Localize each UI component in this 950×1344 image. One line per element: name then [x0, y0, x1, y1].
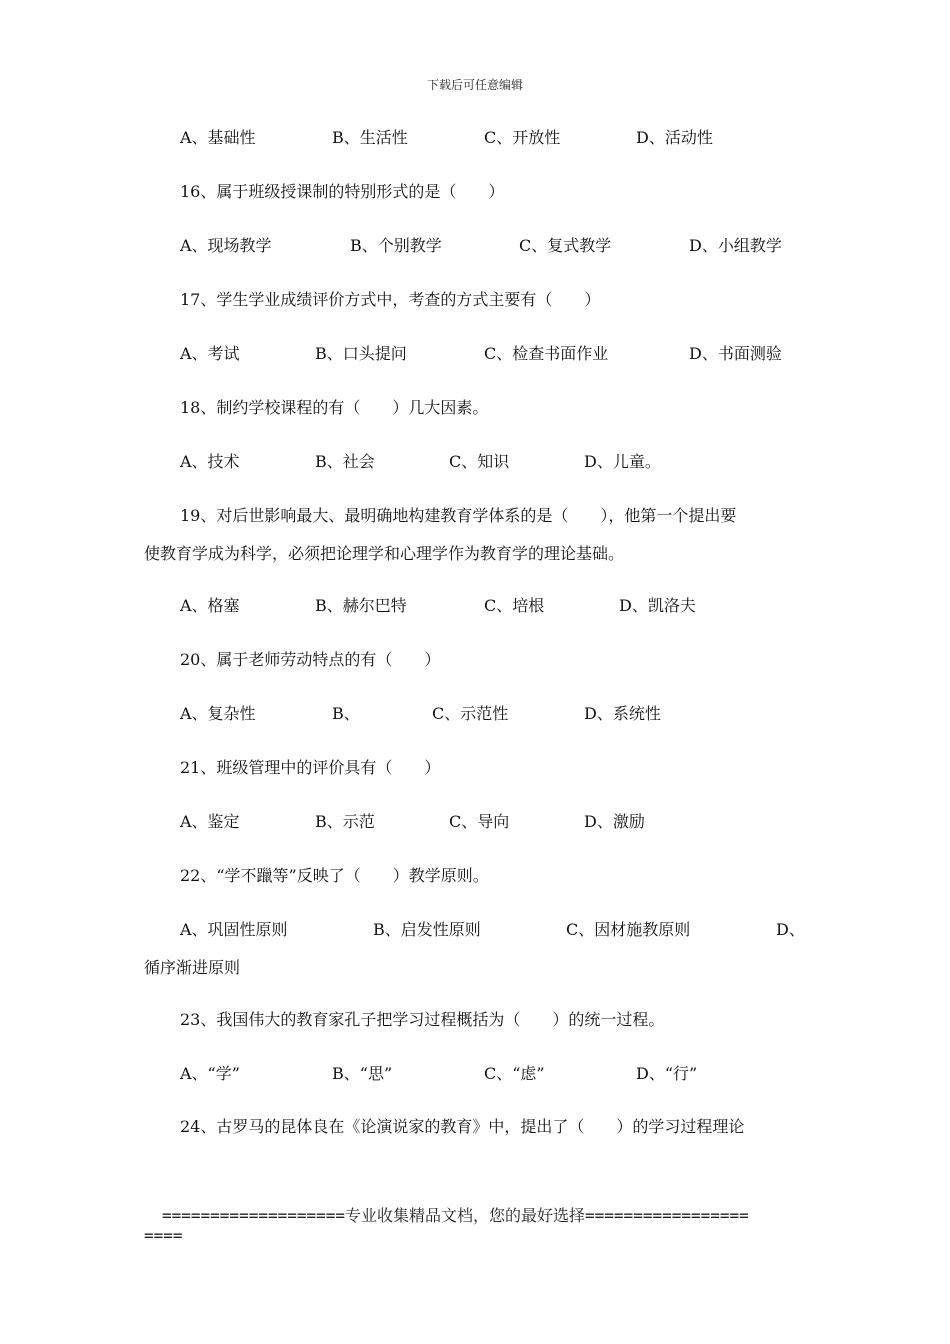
q21-option-c: C、导向 [449, 812, 510, 831]
q16-option-c: C、复式教学 [519, 236, 612, 255]
q21-option-d: D、激励 [584, 812, 645, 831]
q22-option-d-wrap: 循序渐进原则 [144, 958, 241, 977]
q16-stem: 16、属于班级授课制的特别形式的是（ ） [180, 182, 505, 201]
q17-option-d: D、书面测验 [689, 344, 782, 363]
q17-option-b: B、口头提问 [315, 344, 407, 363]
q20-option-a: A、复杂性 [180, 704, 256, 723]
q16-option-b: B、个别教学 [350, 236, 442, 255]
q22-stem: 22、“学不躐等”反映了（ ）教学原则。 [180, 866, 489, 885]
q18-option-b: B、社会 [315, 452, 375, 471]
page-header: 下载后可任意编辑 [426, 78, 523, 92]
q19-option-b: B、赫尔巴特 [315, 596, 407, 615]
q15-option-d: D、活动性 [636, 128, 713, 147]
q15-option-a: A、基础性 [180, 128, 256, 147]
q23-option-d: D、“行” [636, 1064, 698, 1083]
q22-option-a: A、巩固性原则 [180, 920, 288, 939]
q21-stem: 21、班级管理中的评价具有（ ） [180, 758, 441, 777]
q20-option-c: C、示范性 [432, 704, 509, 723]
q23-option-b: B、“思” [332, 1064, 393, 1083]
q16-option-a: A、现场教学 [180, 236, 272, 255]
q21-option-b: B、示范 [315, 812, 375, 831]
footer-line1: ===================专业收集精品文档，您的最好选择================= [162, 1206, 749, 1225]
q19-option-c: C、培根 [484, 596, 545, 615]
q15-option-b: B、生活性 [332, 128, 408, 147]
q19-option-a: A、格塞 [180, 596, 240, 615]
q20-option-b: B、 [332, 704, 360, 723]
q18-option-c: C、知识 [449, 452, 510, 471]
q19-option-d: D、凯洛夫 [619, 596, 696, 615]
q21-option-a: A、鉴定 [180, 812, 240, 831]
q19-stem-line1: 19、对后世影响最大、最明确地构建教育学体系的是（ ），他第一个提出要 [180, 506, 737, 525]
q18-stem: 18、制约学校课程的有（ ）几大因素。 [180, 398, 489, 417]
q19-stem-line2: 使教育学成为科学，必须把论理学和心理学作为教育学的理论基础。 [144, 544, 625, 563]
q20-option-d: D、系统性 [584, 704, 661, 723]
q15-option-c: C、开放性 [484, 128, 561, 147]
q23-option-a: A、“学” [180, 1064, 240, 1083]
q16-option-d: D、小组教学 [689, 236, 782, 255]
q18-option-d: D、儿童。 [584, 452, 661, 471]
footer-line2: ==== [144, 1226, 183, 1245]
q22-option-c: C、因材施教原则 [566, 920, 691, 939]
q23-option-c: C、“虑” [484, 1064, 545, 1083]
q17-option-a: A、考试 [180, 344, 240, 363]
page-footer [144, 1206, 814, 1246]
q22-option-b: B、启发性原则 [373, 920, 481, 939]
q20-stem: 20、属于老师劳动特点的有（ ） [180, 650, 441, 669]
q17-option-c: C、检查书面作业 [484, 344, 609, 363]
q17-stem: 17、学生学业成绩评价方式中，考查的方式主要有（ ） [180, 290, 601, 309]
q24-stem: 24、古罗马的昆体良在《论演说家的教育》中，提出了（ ）的学习过程理论 [180, 1117, 745, 1136]
q23-stem: 23、我国伟大的教育家孔子把学习过程概括为（ ）的统一过程。 [180, 1010, 665, 1029]
q22-option-d: D、 [776, 920, 805, 939]
q18-option-a: A、技术 [180, 452, 240, 471]
